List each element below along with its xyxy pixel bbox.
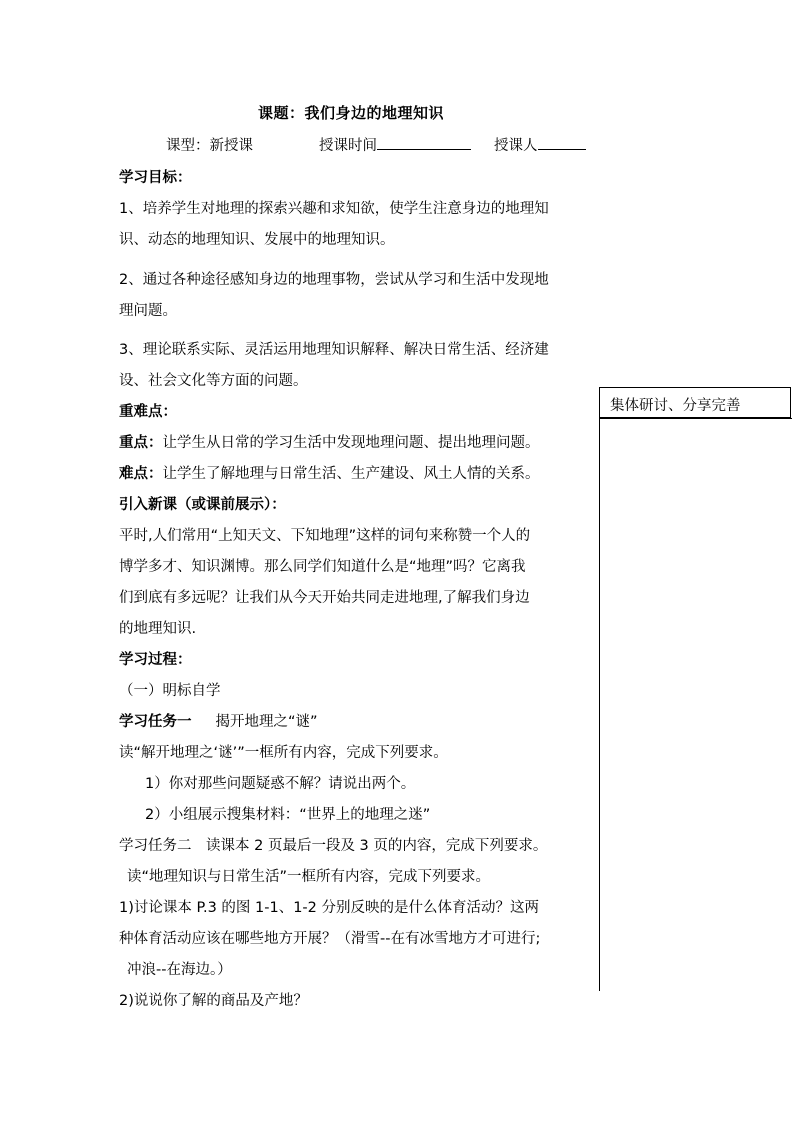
objectives-heading: 学习目标： [119,170,192,186]
question-2: 2)说说你了解的商品及产地？ [119,993,308,1009]
intro-line-2: 博学多才、知识渊博。那么同学们知道什么是“地理”吗？它离我 [119,559,526,575]
objective-3-line-2: 设、社会文化等方面的问题。 [119,373,308,389]
objective-1-line-1: 1、培养学生对地理的探索兴趣和求知欲，使学生注意身边的地理知 [119,201,549,217]
side-column-top-border [599,418,792,419]
objective-3-line-1: 3、理论联系实际、灵活运用地理知识解释、解决日常生活、经济建 [119,342,549,358]
question-1-line-3: 冲浪--在海边。） [127,962,232,978]
teach-time-blank [377,135,471,150]
teacher [494,134,586,155]
task-1-title: 揭开地理之“谜” [215,714,318,730]
key-point [119,431,540,452]
side-column-left-border [599,418,600,991]
side-note-box [599,387,791,418]
key-points-heading: 重难点： [119,404,177,420]
side-note-text: 集体研讨、分享完善 [610,398,741,414]
teacher-label: 授课人 [494,138,538,154]
intro-line-3: 们到底有多远呢？让我们从今天开始共同走进地理,了解我们身边 [119,590,530,606]
task-1-label: 学习任务一 [119,714,192,730]
key-point-text: 让学生从日常的学习生活中发现地理问题、提出地理问题。 [162,435,540,451]
question-1-line-1: 1)讨论课本 P.3 的图 1-1、1-2 分别反映的是什么体育活动？这两 [119,900,540,916]
task-2-read: 读“地理知识与日常生活”一框所有内容，完成下列要求。 [127,869,491,885]
difficult-point-label: 难点： [119,466,163,482]
task-1 [119,710,318,731]
intro-heading: 引入新课（或课前展示）： [119,497,286,513]
task-1-read: 读“解开地理之‘谜’”一框所有内容，完成下列要求。 [119,745,448,761]
teach-time [319,134,471,155]
difficult-point-text: 让学生了解地理与日常生活、生产建设、风土人情的关系。 [162,466,540,482]
intro-line-1: 平时,人们常用“上知天文、下知地理”这样的词句来称赞一个人的 [119,528,531,544]
intro-line-4: 的地理知识. [119,621,197,637]
objective-2-line-1: 2、通过各种途径感知身边的地理事物，尝试从学习和生活中发现地 [119,272,549,288]
task-2-line: 学习任务二 读课本 2 页最后一段及 3 页的内容，完成下列要求。 [119,838,548,854]
task-1-question-1: 1）你对那些问题疑惑不解？请说出两个。 [145,776,416,792]
objective-1-line-2: 识、动态的地理知识、发展中的地理知识。 [119,232,395,248]
question-1-line-2: 种体育活动应该在哪些地方开展？（滑雪--在有冰雪地方才可进行; [119,931,541,947]
process-heading: 学习过程： [119,652,192,668]
section-1-title: （一）明标自学 [119,683,221,699]
task-1-question-2: 2）小组展示搜集材料：“世界上的地理之迷” [145,807,431,823]
objective-2-line-2: 理问题。 [119,303,177,319]
teacher-blank [538,135,586,150]
course-type: 课型：新授课 [166,138,253,154]
key-point-label: 重点： [119,435,163,451]
teach-time-label: 授课时间 [319,138,377,154]
page-title: 课题：我们身边的地理知识 [258,104,445,122]
difficult-point [119,462,540,483]
